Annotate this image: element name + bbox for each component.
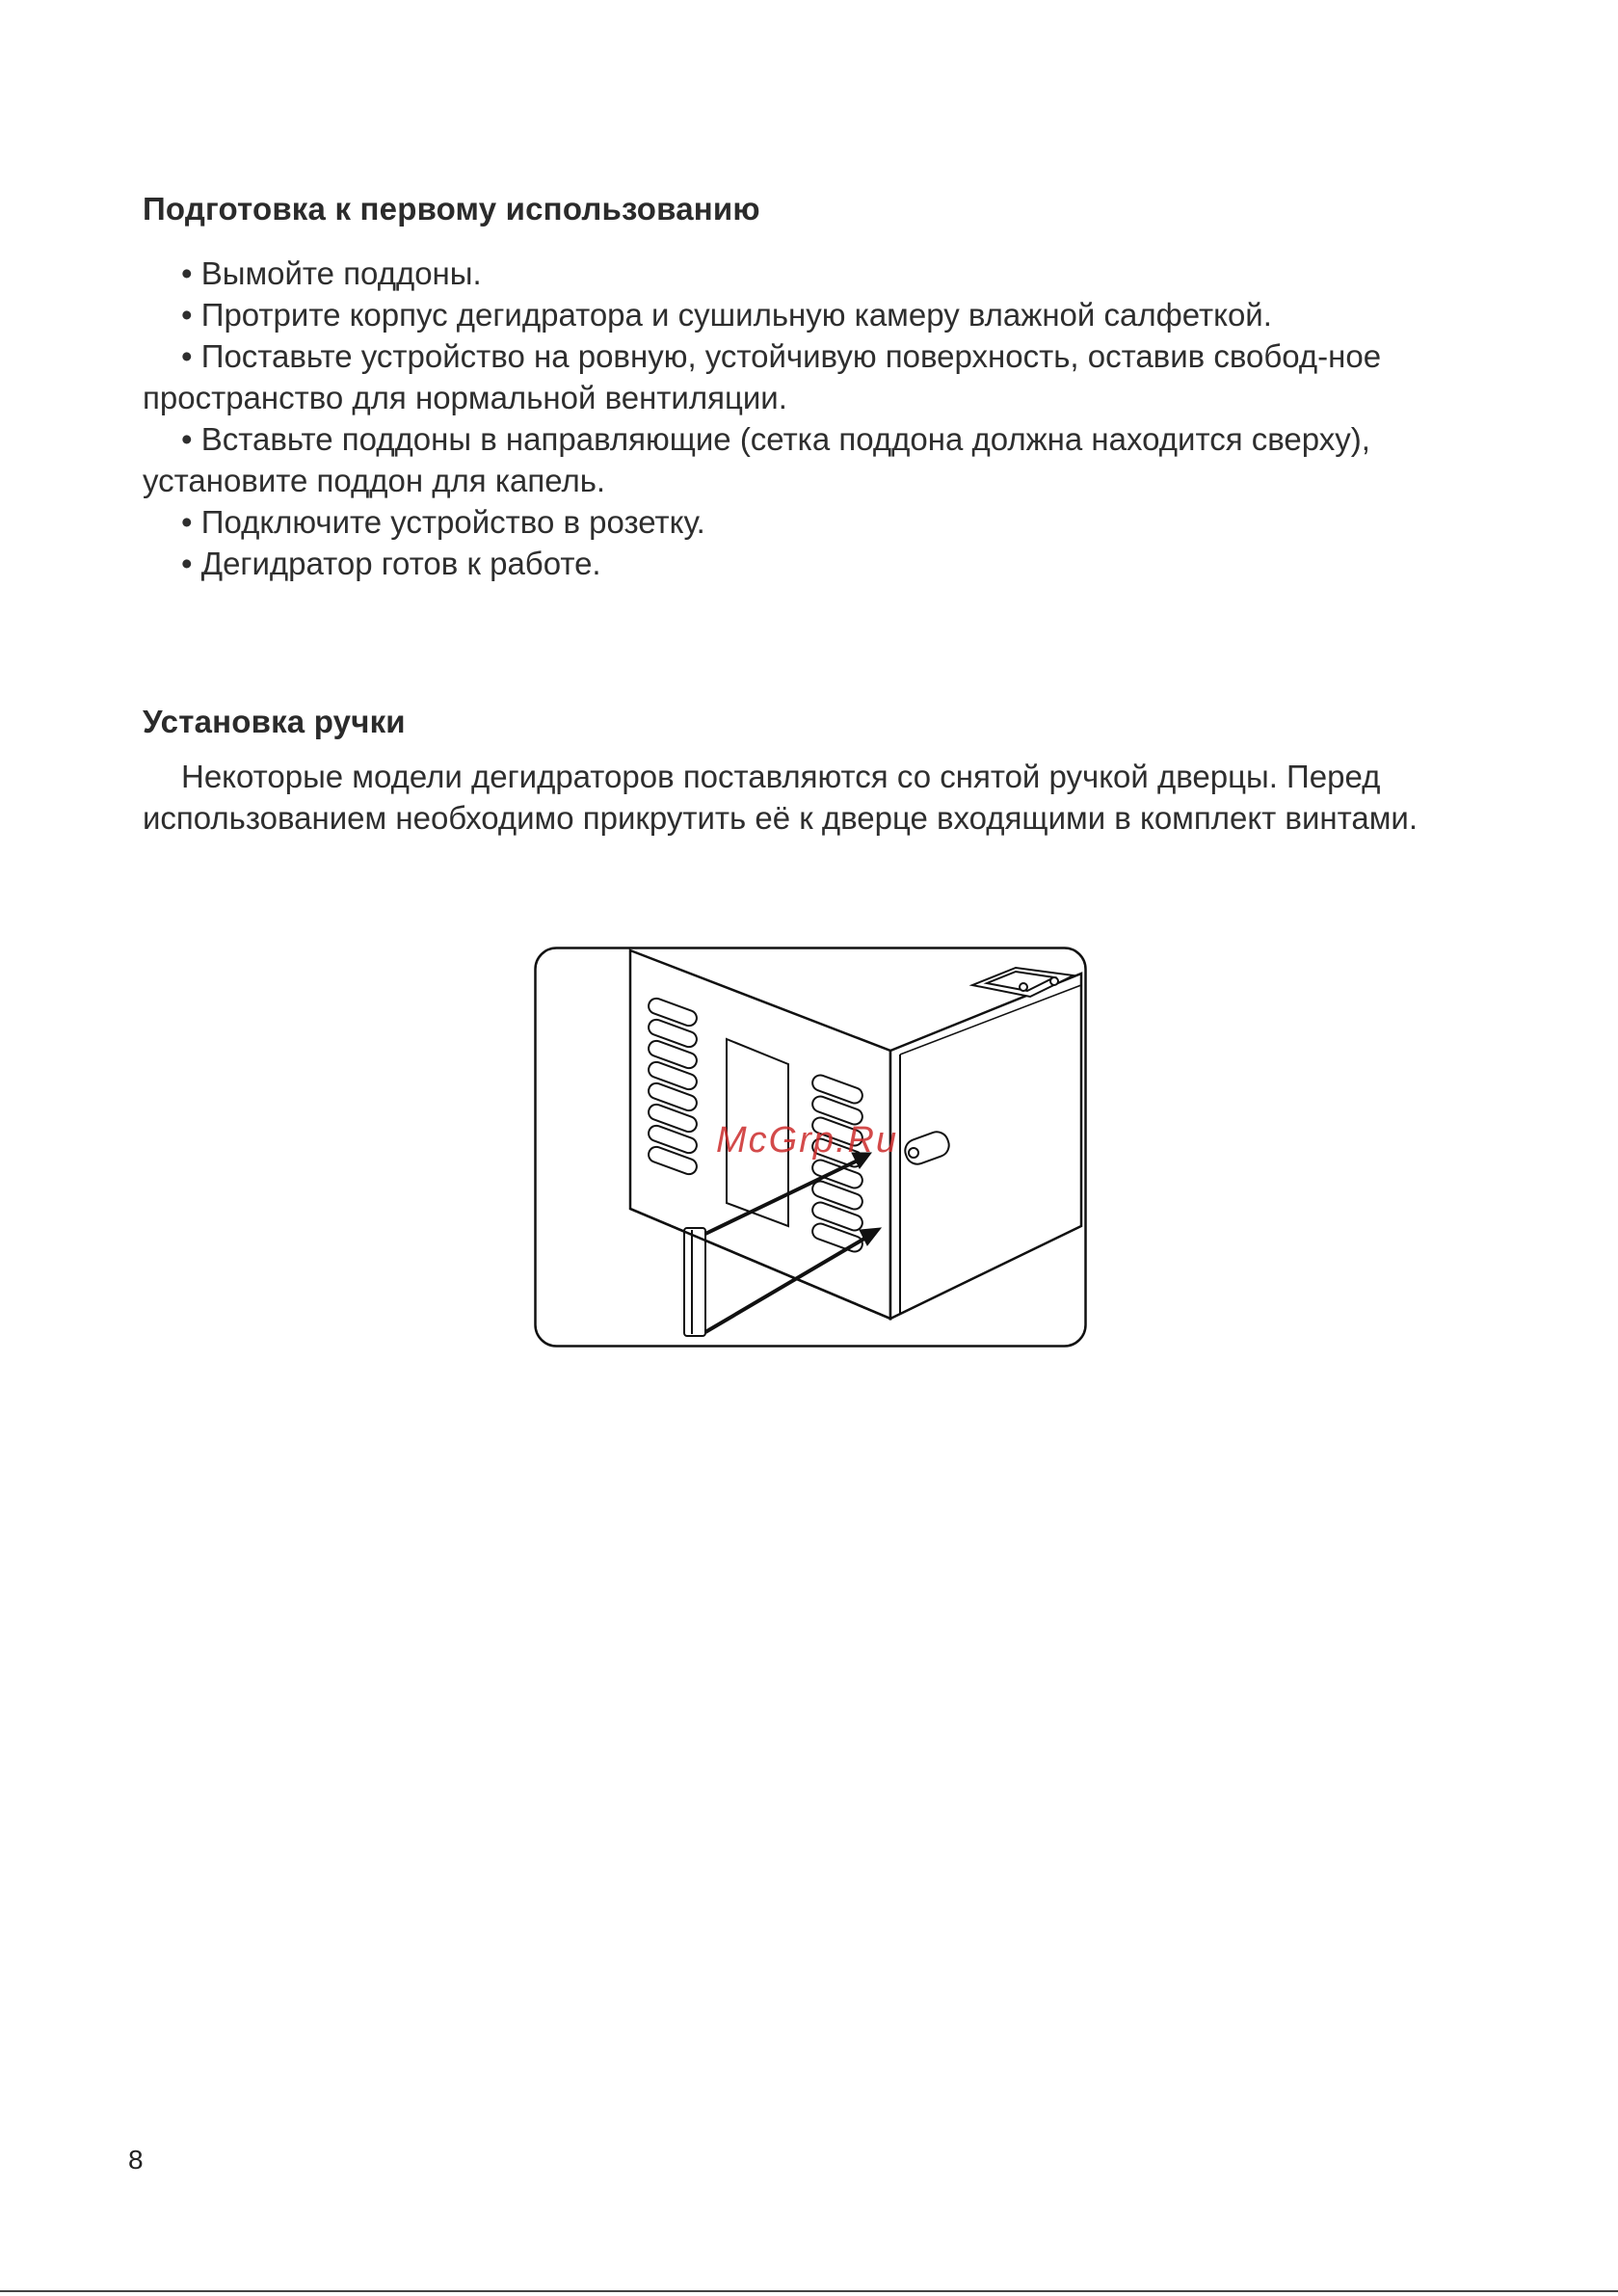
page-number: 8 xyxy=(128,2145,144,2175)
list-item: • Протрите корпус дегидратора и сушильную камеру влажной салфеткой. xyxy=(181,297,1272,333)
page-bottom-divider xyxy=(0,2290,1618,2292)
watermark-text: McGrp.Ru xyxy=(716,1120,899,1161)
handle-paragraph: Некоторые модели дегидраторов поставляются со снятой ручкой дверцы. Перед использованием необходимо прикрутить её к дверце входящими в комплект винтами. xyxy=(143,759,1418,836)
list-item: • Подключите устройство в розетку. xyxy=(181,504,705,540)
list-item: • Вымойте поддоны. xyxy=(181,255,482,291)
list-item: • Вставьте поддоны в направляющие (сетка поддона должна находится сверху), установите поддон для капель. xyxy=(143,421,1370,498)
door-handle-icon xyxy=(684,1228,705,1336)
list-item: • Дегидратор готов к работе. xyxy=(181,546,601,581)
section-title-handle: Установка ручки xyxy=(143,704,406,739)
section-title-preparation: Подготовка к первому использованию xyxy=(143,191,760,227)
handle-instructions xyxy=(143,756,1492,839)
list-item: • Поставьте устройство на ровную, устойчивую поверхность, оставив свобод-ное пространство для нормальной вентиляции. xyxy=(143,338,1382,415)
preparation-list xyxy=(143,253,1492,584)
